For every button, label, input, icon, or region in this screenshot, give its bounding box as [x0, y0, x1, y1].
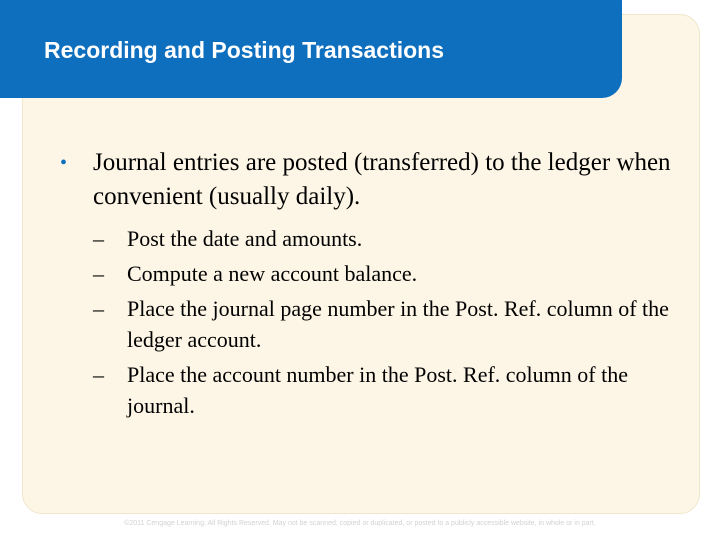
sub-bullet-dash: –: [93, 362, 104, 387]
bullet-marker: •: [60, 152, 68, 174]
sub-bullet-dash: –: [93, 226, 104, 251]
copyright-footer: ©2011 Cengage Learning. All Rights Reserved. May not be scanned, copied or duplicated, or posted to a publicly accessible website, in whole or in part.: [124, 520, 596, 527]
sub-bullet-text: Place the journal page number in the Post. Ref. column of the ledger account.: [127, 296, 669, 352]
sub-bullet-dash: –: [93, 296, 104, 321]
sub-bullet-text: Post the date and amounts.: [127, 226, 363, 251]
sub-bullet-list: [60, 223, 680, 421]
sub-bullet-text: Compute a new account balance.: [127, 261, 418, 286]
slide-body: [60, 146, 680, 425]
slide-title: Recording and Posting Transactions: [44, 37, 445, 63]
sub-bullet-item: [93, 359, 680, 421]
sub-bullet-text: Place the account number in the Post. Ref. column of the journal.: [127, 362, 628, 418]
sub-bullet-item: [93, 223, 680, 254]
sub-bullet-item: [93, 258, 680, 289]
sub-bullet-item: [93, 293, 680, 355]
main-bullet: [60, 146, 680, 214]
main-bullet-text: Journal entries are posted (transferred) to the ledger when convenient (usually daily).: [93, 149, 671, 210]
title-bar: [0, 0, 622, 98]
sub-bullet-dash: –: [93, 261, 104, 286]
